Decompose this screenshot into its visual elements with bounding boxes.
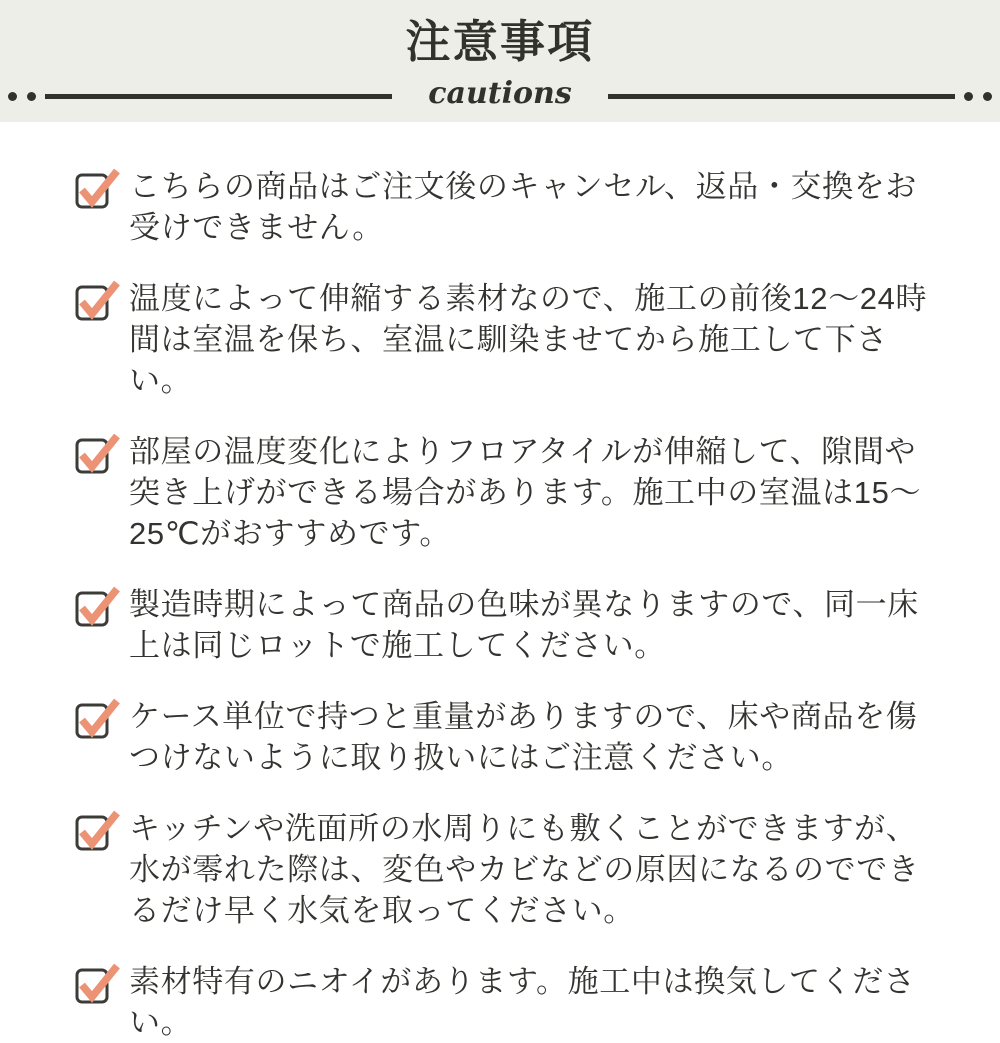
checkbox-checked-icon bbox=[74, 961, 120, 1005]
page-title: 注意事項 bbox=[405, 16, 595, 67]
caution-item bbox=[74, 584, 937, 666]
checkbox-checked-icon bbox=[74, 431, 120, 475]
caution-text: 製造時期によって商品の色味が異なりますので、同一床上は同じロットで施工してください。 bbox=[129, 587, 919, 663]
caution-item bbox=[74, 278, 937, 401]
divider bbox=[0, 76, 1000, 111]
caution-item bbox=[74, 808, 937, 931]
divider-dot bbox=[8, 92, 17, 101]
checkbox-checked-icon bbox=[74, 584, 120, 628]
cautions-list bbox=[0, 122, 1000, 1043]
divider-line bbox=[45, 94, 392, 99]
divider-line bbox=[608, 94, 955, 99]
caution-text: こちらの商品はご注文後のキャンセル、返品・交換をお受けできません。 bbox=[129, 169, 918, 245]
caution-text: 素材特有のニオイがあります。施工中は換気してください。 bbox=[129, 964, 916, 1040]
divider-dot bbox=[964, 92, 973, 101]
caution-text: 温度によって伸縮する素材なので、施工の前後12〜24時間は室温を保ち、室温に馴染ませてから施工して下さい。 bbox=[129, 281, 928, 398]
checkbox-checked-icon bbox=[74, 278, 120, 322]
caution-text: キッチンや洗面所の水周りにも敷くことができますが、水が零れた際は、変色やカビなどの原因になるのでできるだけ早く水気を取ってください。 bbox=[129, 811, 920, 928]
checkbox-checked-icon bbox=[74, 696, 120, 740]
checkbox-checked-icon bbox=[74, 808, 120, 852]
subtitle-script: cautions bbox=[428, 76, 572, 111]
caution-item bbox=[74, 961, 937, 1043]
page-header bbox=[0, 0, 1000, 122]
caution-item bbox=[74, 166, 937, 248]
caution-item bbox=[74, 696, 937, 778]
divider-dot bbox=[983, 92, 992, 101]
caution-item bbox=[74, 431, 937, 554]
checkbox-checked-icon bbox=[74, 166, 120, 210]
caution-text: ケース単位で持つと重量がありますので、床や商品を傷つけないように取り扱いにはご注意ください。 bbox=[129, 699, 918, 775]
divider-dot bbox=[27, 92, 36, 101]
caution-text: 部屋の温度変化によりフロアタイルが伸縮して、隙間や突き上げができる場合があります。施工中の室温は15〜25℃がおすすめです。 bbox=[129, 434, 922, 551]
